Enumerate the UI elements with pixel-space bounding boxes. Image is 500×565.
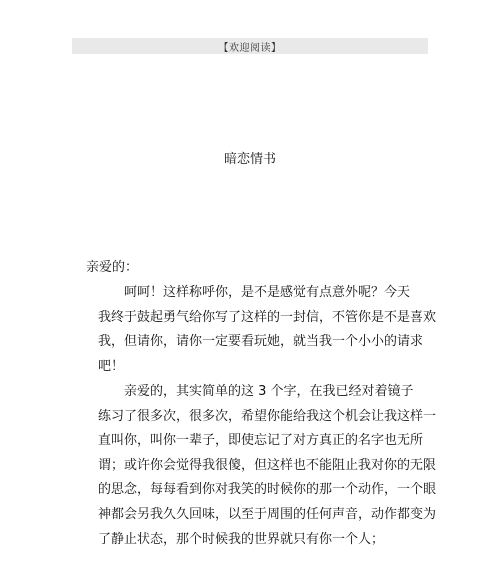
paragraph-2 [98, 380, 437, 552]
letter-greeting: 亲爱的： [86, 260, 139, 275]
paragraph-line: 的思念，每每看到你对我笑的时候你的那一个动作，一个眼 [98, 482, 437, 498]
paragraph-line: 我终于鼓起勇气给你写了这样的一封信，不管你是不是喜欢 [98, 309, 437, 325]
welcome-banner-label: 【欢迎阅读】 [218, 42, 282, 54]
paragraph-line: 吧！ [98, 358, 125, 374]
paragraph-line: 呵呵！这样称呼你，是不是感觉有点意外呢？今天 [124, 285, 411, 300]
paragraph-line: 了静止状态，那个时候我的世界就只有你一个人； [98, 531, 385, 547]
paragraph-line: 直叫你，叫你一辈子，即使忘记了对方真正的名字也无所 [98, 433, 424, 449]
paragraph-1 [98, 281, 437, 379]
letter-title: 暗恋情书 [223, 152, 276, 167]
paragraph-line: 神都会另我久久回味，以至于周围的任何声音，动作都变为 [98, 506, 437, 522]
paragraph-line: 亲爱的，其实简单的这 3 个字，在我已经对着镜子 [124, 384, 414, 399]
welcome-banner [72, 38, 428, 54]
paragraph-line: 练习了很多次，很多次，希望你能给我这个机会让我这样一 [98, 408, 437, 424]
paragraph-line: 谓；或许你会觉得我很傻，但这样也不能阻止我对你的无限 [98, 457, 437, 473]
paragraph-line: 我，但请你，请你一定要看玩她，就当我一个小小的请求 [98, 334, 424, 350]
